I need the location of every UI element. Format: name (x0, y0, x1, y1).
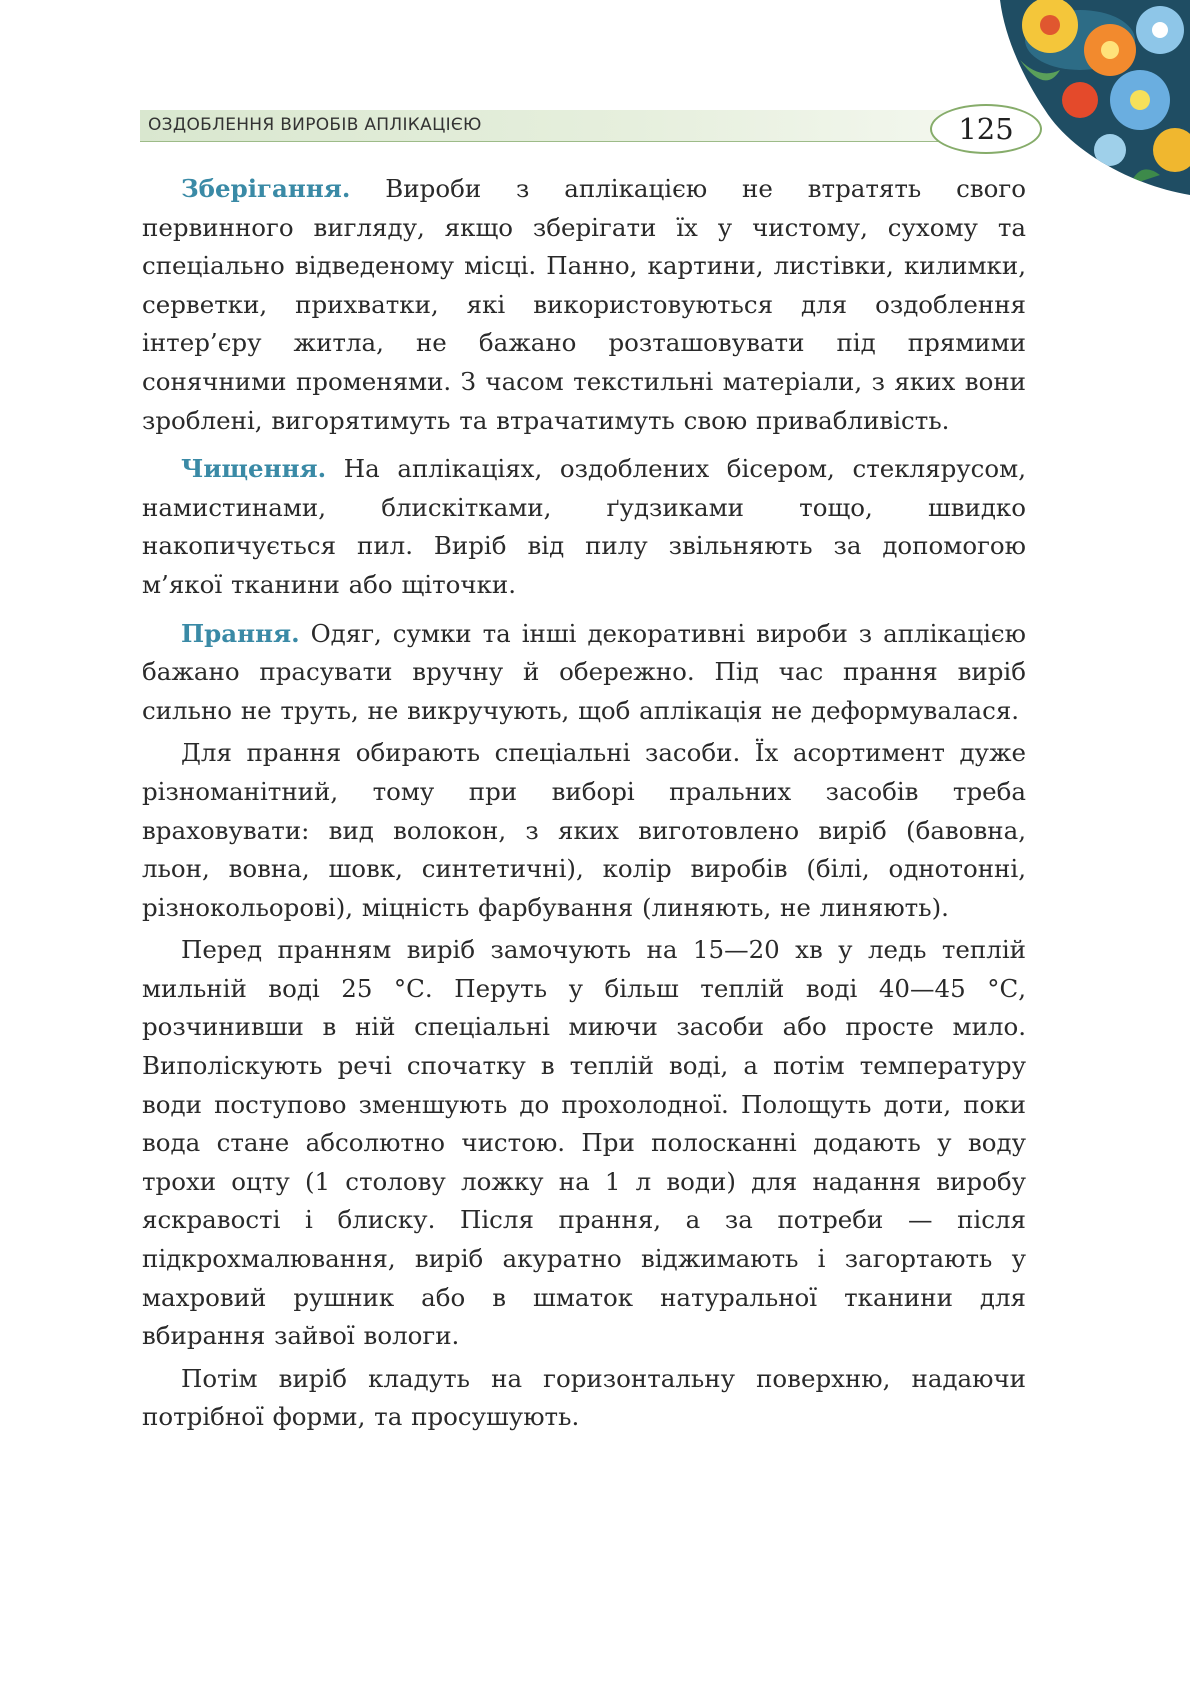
page-number: 125 (958, 112, 1014, 146)
keyword-storage: Зберігання. (181, 174, 351, 203)
paragraph-cleaning (142, 450, 1026, 604)
paragraph-washing (142, 615, 1026, 731)
header-divider (140, 141, 960, 142)
keyword-washing: Прання. (181, 618, 300, 648)
paragraph-procedure: Перед пранням виріб замочують на 15—20 хв у ледь теплій мильній воді 25 °С. Перуть у більш теплій воді 40—45 °С, розчинивши в ній спеціальні миючи засоби або просте мило. Виполіскують речі спочатку в теплій воді, а потім температуру води поступово зменшують до прохолодної. Полощуть доти, поки вода стане абсолютно чистою. При полосканні додають у воду трохи оцту (1 столову ложку на 1 л води) для надання виробу яскравості і блиску. Після прання, а за потреби — після підкрохмалювання, виріб акуратно віджимають і загортають у махровий рушник або в шматок натуральної тканини для вбирання зайвої вологи. (142, 935, 1026, 1351)
paragraph-drying: Потім виріб кладуть на горизонтальну поверхню, надаючи потрібної форми, та просушують. (142, 1363, 1026, 1432)
paragraph-cleaning-text: На аплікаціях, оздоблених бісером, стеклярусом, намистинами, блискітками, ґудзиками тощо, швидко накопичується пил. Виріб від пилу звільняють за допомогою м’якої тканини або щіточки. (142, 454, 1026, 599)
paragraph-detergents: Для прання обирають спеціальні засоби. Їх асортимент дуже різноманітний, тому при виборі пральних засобів треба враховувати: вид волокон, з яких виготовлено виріб (бавовна, льон, вовна, шовк, синтетичні), колір виробів (білі, однотонні, різнокольорові), міцність фарбування (линяють, не линяють). (142, 738, 1026, 922)
paragraph-washing-text: Одяг, сумки та інші декоративні вироби з аплікацією бажано прасувати вручну й обережно. Під час прання виріб сильно не труть, не викручують, щоб аплікація не деформувалася. (142, 618, 1026, 725)
paragraph-storage (142, 170, 1026, 440)
page-number-badge (930, 104, 1042, 154)
running-title: ОЗДОБЛЕННЯ ВИРОБІВ АПЛІКАЦІЄЮ (148, 115, 482, 135)
keyword-cleaning: Чищення. (181, 454, 327, 484)
paragraph-storage-text: Вироби з аплікацією не втратять свого первинного вигляду, якщо зберігати їх у чистому, сухому та спеціально відведеному місці. Панно, картини, листівки, килимки, серветки, прихватки, які використовуються для оздоблення інтер’єру житла, не бажано розташовувати під прямими сонячними променями. З часом текстильні матеріали, з яких вони зроблені, вигорятимуть та втрачатимуть свою привабливість. (142, 174, 1026, 435)
body-text (142, 170, 1026, 1447)
